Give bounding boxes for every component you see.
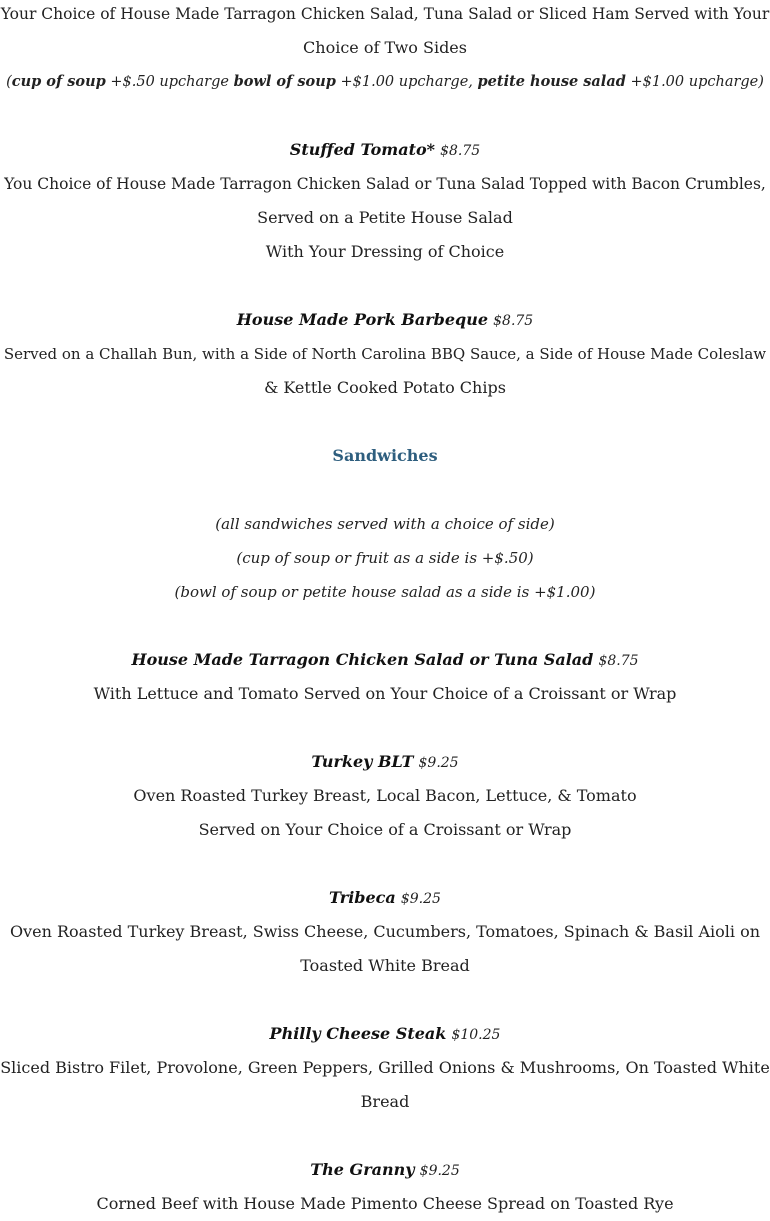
menu-item-description: Served on Your Choice of a Croissant or Wrap: [198, 820, 572, 839]
menu-item-description: Served on a Challah Bun, with a Side of North Carolina BBQ Sauce, a Side of House Made Coleslaw: [3, 345, 767, 363]
menu-item-title: Tribeca: [329, 888, 396, 907]
menu-item-description: & Kettle Cooked Potato Chips: [264, 378, 506, 397]
menu-item-description: Sliced Bistro Filet, Provolone, Green Peppers, Grilled Onions & Mushrooms, On Toasted White: [0, 1058, 770, 1077]
menu-item-description: Oven Roasted Turkey Breast, Swiss Cheese, Cucumbers, Tomatoes, Spinach & Basil Aioli on: [9, 922, 761, 941]
cup-of-soup-label: cup of soup: [11, 73, 106, 90]
menu-item-title: Philly Cheese Steak: [269, 1024, 447, 1043]
sandwiches-note: (cup of soup or fruit as a side is +$.50): [236, 549, 534, 567]
menu-item-description: You Choice of House Made Tarragon Chicken Salad or Tuna Salad Topped with Bacon Crumbles,: [4, 175, 766, 193]
menu-item-title: The Granny: [310, 1160, 415, 1179]
cup-of-soup-upcharge: +$.50 upcharge: [105, 74, 234, 90]
menu-item-title: Turkey BLT: [311, 752, 414, 771]
bowl-of-soup-upcharge: +$1.00 upcharge,: [335, 74, 478, 90]
menu-item-title-row: [0, 1153, 770, 1187]
petite-house-salad-label: petite house salad: [477, 73, 626, 90]
menu-item-title-row: [0, 1017, 770, 1051]
menu-item-price: $10.25: [451, 1027, 501, 1043]
menu-item-title-row: [0, 881, 770, 915]
menu-item-description: With Lettuce and Tomato Served on Your Choice of a Croissant or Wrap: [93, 684, 677, 703]
menu-item-description: Toasted White Bread: [300, 956, 470, 975]
bowl-of-soup-label: bowl of soup: [233, 73, 336, 90]
sandwiches-note: (bowl of soup or petite house salad as a side is +$1.00): [174, 583, 596, 601]
menu-item-title: Stuffed Tomato*: [289, 140, 436, 159]
menu-item-title: House Made Tarragon Chicken Salad or Tuna Salad: [131, 650, 594, 669]
menu-item-description: With Your Dressing of Choice: [265, 242, 505, 261]
menu-item-description: Bread: [360, 1092, 410, 1111]
menu-item-title-row: [0, 643, 770, 677]
menu-item-description: Served on a Petite House Salad: [257, 208, 513, 227]
menu-item-title-row: [0, 303, 770, 337]
upcharge-open-paren: (: [6, 74, 12, 90]
intro-description-line-1: Your Choice of House Made Tarragon Chicken Salad, Tuna Salad or Sliced Ham Served with Your: [0, 5, 770, 23]
menu-item-price: $8.75: [598, 653, 639, 669]
menu-item-title: House Made Pork Barbeque: [236, 310, 489, 329]
sandwiches-note: (all sandwiches served with a choice of side): [215, 515, 555, 533]
section-heading-sandwiches: Sandwiches: [332, 446, 438, 465]
menu-item-description: Oven Roasted Turkey Breast, Local Bacon, Lettuce, & Tomato: [133, 786, 637, 805]
menu-item-price: $8.75: [493, 313, 534, 329]
menu-item-title-row: [0, 745, 770, 779]
menu-item-price: $9.25: [418, 755, 459, 771]
menu-item-price: $8.75: [440, 143, 481, 159]
petite-house-salad-upcharge: +$1.00 upcharge): [625, 74, 764, 90]
menu-item-price: $9.25: [400, 891, 441, 907]
menu-item-price: $9.25: [419, 1163, 460, 1179]
intro-description-line-2: Choice of Two Sides: [303, 38, 467, 57]
menu-item-description: Corned Beef with House Made Pimento Cheese Spread on Toasted Rye: [96, 1194, 674, 1213]
intro-upcharge-note: [0, 65, 770, 99]
menu-item-title-row: [0, 133, 770, 167]
